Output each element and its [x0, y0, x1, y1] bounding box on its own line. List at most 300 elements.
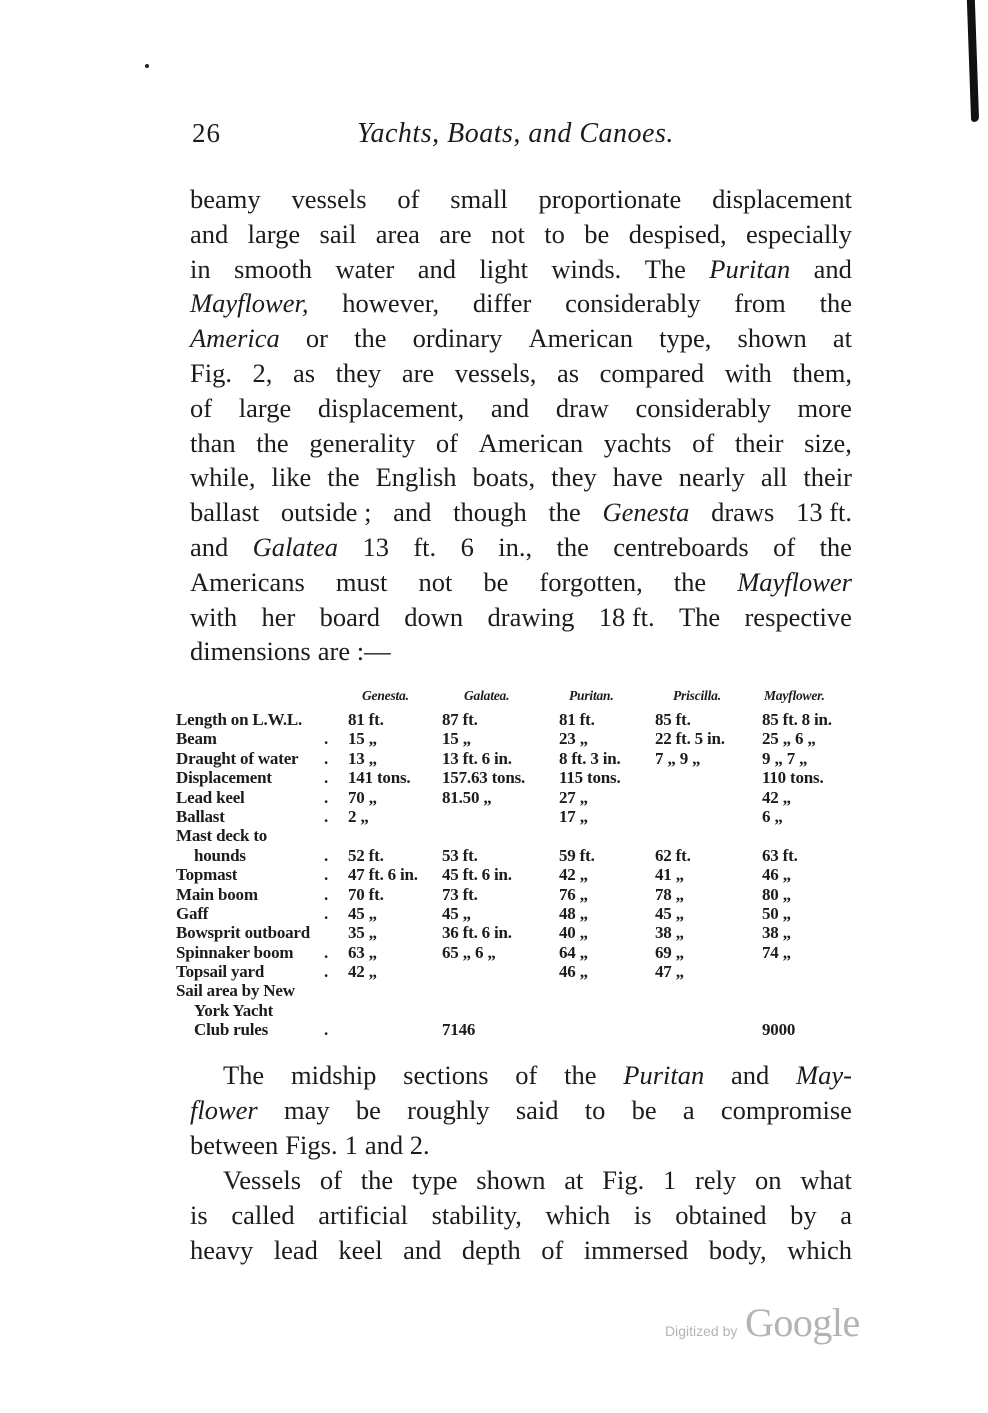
table-cell: 53 ft.	[442, 845, 478, 865]
table-cell: 2 „	[348, 806, 369, 826]
word: they	[551, 462, 597, 493]
word: which	[787, 1234, 852, 1265]
word: considerably	[565, 288, 701, 319]
table-cell: 76 „	[559, 884, 588, 904]
word: immersed	[583, 1234, 689, 1265]
row-label: Topsail yard	[176, 962, 265, 982]
table-cell: 42 „	[348, 962, 377, 982]
table-row	[176, 807, 876, 826]
word: nearly	[678, 462, 745, 493]
word: especially	[745, 218, 852, 249]
row-label: Gaff	[176, 903, 209, 923]
word: differ	[472, 288, 532, 319]
word: yachts	[603, 427, 672, 458]
text-line	[190, 356, 852, 391]
table-cell: 81 ft.	[559, 710, 595, 729]
word: with	[724, 357, 772, 388]
word: shown	[476, 1165, 546, 1195]
word: 18 ft.	[598, 601, 655, 632]
word: Americans	[190, 566, 305, 597]
column-header: Puritan.	[569, 688, 614, 703]
text-line	[190, 634, 852, 669]
leader-dot: .	[324, 768, 329, 788]
table-cell: 45 „	[655, 903, 684, 923]
word: Puritan	[623, 1060, 705, 1090]
word: displacement	[712, 184, 852, 214]
word: English	[375, 462, 457, 493]
row-label: Draught of water	[176, 748, 299, 768]
table-row	[176, 1020, 876, 1039]
word: not	[418, 566, 453, 597]
table-cell: 13 „	[348, 748, 377, 768]
table-cell: 7146	[442, 1020, 476, 1040]
table-cell: 23 „	[559, 729, 588, 749]
table-row	[176, 1001, 876, 1020]
word: the	[354, 323, 387, 354]
word: as	[292, 357, 316, 388]
table-cell: 74 „	[762, 942, 791, 962]
word: vessels	[291, 184, 367, 214]
word: in	[190, 253, 211, 284]
table-cell: 157.63 tons.	[442, 768, 526, 788]
word: more	[797, 392, 852, 423]
word: be	[355, 1094, 381, 1125]
text-line	[190, 600, 852, 635]
word: The	[678, 601, 721, 632]
word: America	[190, 323, 280, 354]
text-line	[190, 252, 852, 287]
table-cell: 81 ft.	[348, 710, 384, 729]
word: are :—	[317, 636, 391, 667]
table-cell: 87 ft.	[442, 710, 478, 729]
google-logo: Google	[745, 1300, 860, 1345]
word: be	[483, 566, 509, 597]
table-cell: 73 ft.	[442, 884, 478, 904]
text-line	[190, 182, 852, 217]
word: as	[557, 357, 580, 388]
page-number: 26	[192, 118, 221, 148]
word: be	[584, 218, 610, 249]
word: Puritan	[709, 253, 791, 284]
word: of	[692, 427, 715, 458]
word: 1	[344, 1129, 358, 1160]
word: type,	[659, 323, 712, 354]
text-line	[190, 1163, 852, 1198]
word: draw	[555, 392, 609, 423]
word: the	[360, 1165, 394, 1195]
word: forgotten,	[539, 566, 643, 597]
word: small	[450, 184, 508, 214]
word: beamy	[190, 184, 261, 214]
word: draws	[711, 497, 775, 528]
word: American	[478, 427, 584, 458]
leader-dot: .	[324, 903, 329, 923]
word: winds.	[551, 253, 622, 284]
word: May-	[796, 1060, 852, 1090]
word: while,	[190, 462, 256, 493]
word: not	[491, 218, 525, 249]
word: which	[545, 1199, 611, 1230]
word: and	[731, 1060, 770, 1090]
table-cell: 15 „	[348, 729, 377, 749]
row-label: Lead keel	[176, 787, 245, 807]
word: body,	[708, 1234, 767, 1265]
table-row	[176, 788, 876, 807]
word: sail	[319, 218, 357, 249]
word: flower	[190, 1094, 258, 1125]
column-header: Priscilla.	[673, 688, 721, 703]
table-cell: 13 ft. 6 in.	[442, 748, 512, 768]
table-cell: 36 ft. 6 in.	[442, 923, 512, 943]
table-row	[176, 923, 876, 942]
word: 13	[362, 531, 389, 562]
table-cell: 85 ft. 8 in.	[762, 710, 832, 729]
table-cell: 80 „	[762, 884, 791, 904]
word: heavy	[190, 1234, 254, 1265]
table-cell: 47 „	[655, 962, 684, 982]
table-cell: 70 „	[348, 787, 377, 807]
leader-dot: .	[324, 1020, 329, 1040]
word: outside ;	[280, 497, 372, 528]
table-row	[176, 826, 876, 845]
word: generality	[309, 427, 416, 458]
word: American	[528, 323, 633, 354]
table-cell: 48 „	[559, 903, 588, 923]
word: lead	[273, 1234, 318, 1265]
table-row	[176, 846, 876, 865]
word: large	[238, 392, 292, 423]
text-line	[190, 530, 852, 565]
leader-dot: .	[324, 787, 329, 807]
word: like	[271, 462, 312, 493]
word: and	[403, 1234, 442, 1265]
text-line	[190, 495, 852, 530]
text-line	[190, 1128, 852, 1163]
table-cell: 64 „	[559, 942, 588, 962]
word: a	[840, 1199, 852, 1230]
page-header	[192, 118, 852, 162]
word: despised,	[628, 218, 727, 249]
table-cell: 15 „	[442, 729, 471, 749]
word: rely	[695, 1165, 737, 1195]
row-label: hounds	[194, 845, 246, 865]
word: midship	[290, 1060, 377, 1090]
digitized-by-google-watermark	[665, 1299, 865, 1349]
row-label: York Yacht	[194, 1000, 274, 1020]
table-cell: 63 ft.	[762, 845, 798, 865]
text-line	[190, 286, 852, 321]
word: compromise	[720, 1094, 852, 1125]
word: may	[283, 1094, 330, 1125]
word: her	[261, 601, 296, 632]
table-row	[176, 865, 876, 884]
leader-dot: .	[324, 865, 329, 885]
word: though	[453, 497, 527, 528]
word: the	[819, 288, 852, 319]
word: ordinary	[412, 323, 503, 354]
word: than	[190, 427, 236, 458]
word: the	[564, 1060, 597, 1090]
word: the	[673, 566, 707, 597]
word: The	[644, 253, 686, 284]
word: down	[404, 601, 464, 632]
row-label: Mast deck to	[176, 826, 268, 846]
text-line	[190, 460, 852, 495]
column-header: Galatea.	[464, 688, 510, 703]
word: area	[375, 218, 420, 249]
word: to	[584, 1094, 606, 1125]
word: with	[190, 601, 238, 632]
text-line	[190, 1233, 852, 1268]
text-line	[190, 391, 852, 426]
word: 1	[663, 1165, 677, 1195]
word: depth	[461, 1234, 521, 1265]
word: at	[564, 1165, 584, 1195]
word: and	[490, 392, 530, 423]
table-row	[176, 749, 876, 768]
word: and	[393, 497, 432, 528]
table-cell: 78 „	[655, 884, 684, 904]
paragraph-2	[190, 1058, 852, 1162]
word: ft.	[413, 531, 437, 562]
leader-dot: .	[324, 729, 329, 749]
word: of	[190, 392, 213, 423]
row-label: Spinnaker boom	[176, 942, 294, 962]
word: stability,	[431, 1199, 522, 1230]
word: board	[319, 601, 380, 632]
word: the	[256, 427, 289, 458]
word: centreboards	[613, 531, 749, 562]
table-cell: 9 „ 7 „	[762, 748, 808, 768]
word: 6	[460, 531, 474, 562]
word: of	[541, 1234, 564, 1265]
word: Fig.	[190, 357, 232, 388]
row-label: Topmast	[176, 865, 238, 885]
table-cell: 52 ft.	[348, 845, 384, 865]
word: keel	[338, 1234, 383, 1265]
word: all	[760, 462, 788, 493]
word: boats,	[472, 462, 536, 493]
word: type	[411, 1165, 458, 1195]
watermark-prefix: Digitized by	[665, 1323, 738, 1339]
word: the	[327, 462, 360, 493]
word: from	[734, 288, 786, 319]
table-cell: 25 „ 6 „	[762, 729, 816, 749]
table-cell: 65 „ 6 „	[442, 942, 496, 962]
word: 13 ft.	[796, 497, 852, 528]
word: is	[190, 1199, 208, 1230]
word: size,	[804, 427, 852, 458]
row-label: Displacement	[176, 768, 272, 788]
word: what	[800, 1165, 852, 1195]
column-header: Mayflower.	[764, 688, 825, 703]
word: respective	[744, 601, 852, 632]
word: at	[832, 323, 852, 354]
word: them,	[792, 357, 852, 388]
table-cell: 8 ft. 3 in.	[559, 748, 621, 768]
word: compared	[599, 357, 705, 388]
word: are	[439, 218, 472, 249]
table-cell: 45 „	[442, 903, 471, 923]
table-cell: 47 ft. 6 in.	[348, 865, 418, 885]
word: said	[515, 1094, 559, 1125]
word: The	[223, 1060, 265, 1090]
word: the	[819, 531, 852, 562]
leader-dot: .	[324, 748, 329, 768]
table-cell: 41 „	[655, 865, 684, 885]
word: Fig.	[602, 1165, 645, 1195]
word: light	[479, 253, 528, 284]
row-label: Club rules	[194, 1020, 269, 1040]
table-row	[176, 904, 876, 923]
table-cell: 115 tons.	[559, 768, 621, 788]
word: be	[631, 1094, 657, 1125]
word: water	[335, 253, 395, 284]
word: the	[548, 497, 581, 528]
word: 2,	[252, 357, 273, 388]
scan-edge-mark	[967, 0, 979, 122]
word: must	[335, 566, 388, 597]
table-cell: 85 ft.	[655, 710, 691, 729]
word: between	[190, 1129, 279, 1160]
table-cell: 110 tons.	[762, 768, 824, 788]
word: artificial	[318, 1199, 408, 1230]
table-cell: 9000	[762, 1020, 796, 1040]
scan-speck	[145, 64, 149, 68]
row-label: Length on L.W.L.	[176, 710, 303, 729]
table-cell: 81.50 „	[442, 787, 492, 807]
table-row	[176, 981, 876, 1000]
word: the	[556, 531, 589, 562]
word: they	[335, 357, 382, 388]
word: have	[612, 462, 663, 493]
word: large	[247, 218, 301, 249]
word: proportionate	[538, 184, 682, 214]
word: or	[305, 323, 328, 354]
table-cell: 50 „	[762, 903, 791, 923]
word: drawing	[487, 601, 575, 632]
word: Genesta	[602, 497, 690, 528]
word: ballast	[190, 497, 260, 528]
word: and	[417, 253, 456, 284]
text-line	[190, 565, 852, 600]
word: Vessels	[223, 1165, 302, 1195]
leader-dot: .	[324, 962, 329, 982]
table-header-row	[176, 688, 876, 710]
table-cell: 35 „	[348, 923, 377, 943]
word: by	[790, 1199, 817, 1230]
word: of	[397, 184, 420, 214]
word: their	[803, 462, 852, 493]
word: Mayflower,	[190, 288, 309, 319]
table-row	[176, 885, 876, 904]
table-row	[176, 943, 876, 962]
leader-dot: .	[324, 845, 329, 865]
word: in.,	[498, 531, 533, 562]
table-cell: 70 ft.	[348, 884, 384, 904]
table-cell: 62 ft.	[655, 845, 691, 865]
word: Mayflower	[737, 566, 852, 597]
text-line	[190, 1198, 852, 1233]
word: however,	[342, 288, 440, 319]
dimensions-table	[176, 688, 876, 1040]
word: called	[231, 1199, 295, 1230]
paragraph-3	[190, 1163, 852, 1267]
column-header: Genesta.	[362, 688, 409, 703]
word: and	[190, 218, 229, 249]
word: of	[515, 1060, 538, 1090]
table-cell: 17 „	[559, 806, 588, 826]
word: on	[755, 1165, 782, 1195]
word: their	[734, 427, 784, 458]
word: considerably	[635, 392, 771, 423]
leader-dot: .	[324, 884, 329, 904]
table-cell: 45 ft. 6 in.	[442, 865, 512, 885]
table-cell: 141 tons.	[348, 768, 411, 788]
word: Galatea	[252, 531, 339, 562]
table-row	[176, 962, 876, 981]
table-cell: 7 „ 9 „	[655, 748, 701, 768]
text-line	[190, 1093, 852, 1128]
leader-dot: .	[324, 806, 329, 826]
word: vessels,	[454, 357, 537, 388]
table-cell: 69 „	[655, 942, 684, 962]
word: is	[633, 1199, 652, 1230]
text-line	[190, 1058, 852, 1093]
word: sections	[403, 1060, 489, 1090]
table-cell: 42 „	[762, 787, 791, 807]
leader-dot: .	[324, 942, 329, 962]
word: shown	[737, 323, 807, 354]
word: obtained	[675, 1199, 767, 1230]
table-cell: 6 „	[762, 806, 783, 826]
table-cell: 45 „	[348, 903, 377, 923]
table-cell: 63 „	[348, 942, 377, 962]
table-cell: 27 „	[559, 787, 588, 807]
word: a	[682, 1094, 695, 1125]
row-label: Bowsprit outboard	[176, 923, 311, 943]
running-title: Yachts, Boats, and Canoes.	[357, 118, 674, 149]
word: and 2.	[364, 1129, 430, 1160]
text-line	[190, 217, 852, 252]
word: of	[435, 427, 458, 458]
table-row	[176, 729, 876, 748]
table-cell: 40 „	[559, 923, 588, 943]
text-line	[190, 426, 852, 461]
row-label: Beam	[176, 729, 217, 749]
row-label: Main boom	[176, 884, 258, 904]
word: roughly	[407, 1094, 490, 1125]
table-cell: 22 ft. 5 in.	[655, 729, 725, 749]
word: Figs.	[285, 1129, 338, 1160]
word: are	[401, 357, 435, 388]
table-cell: 38 „	[655, 923, 684, 943]
word: and	[190, 531, 229, 562]
word: smooth	[234, 253, 313, 284]
row-label: Ballast	[176, 806, 225, 826]
word: of	[773, 531, 796, 562]
paragraph-1	[190, 182, 852, 669]
row-label: Sail area by New	[176, 981, 295, 1001]
table-cell: 46 „	[559, 962, 588, 982]
text-line	[190, 321, 852, 356]
table-row	[176, 768, 876, 787]
word: and	[813, 253, 852, 284]
word: to	[544, 218, 565, 249]
word: dimensions	[190, 636, 311, 667]
word: of	[319, 1165, 342, 1195]
table-cell: 38 „	[762, 923, 791, 943]
